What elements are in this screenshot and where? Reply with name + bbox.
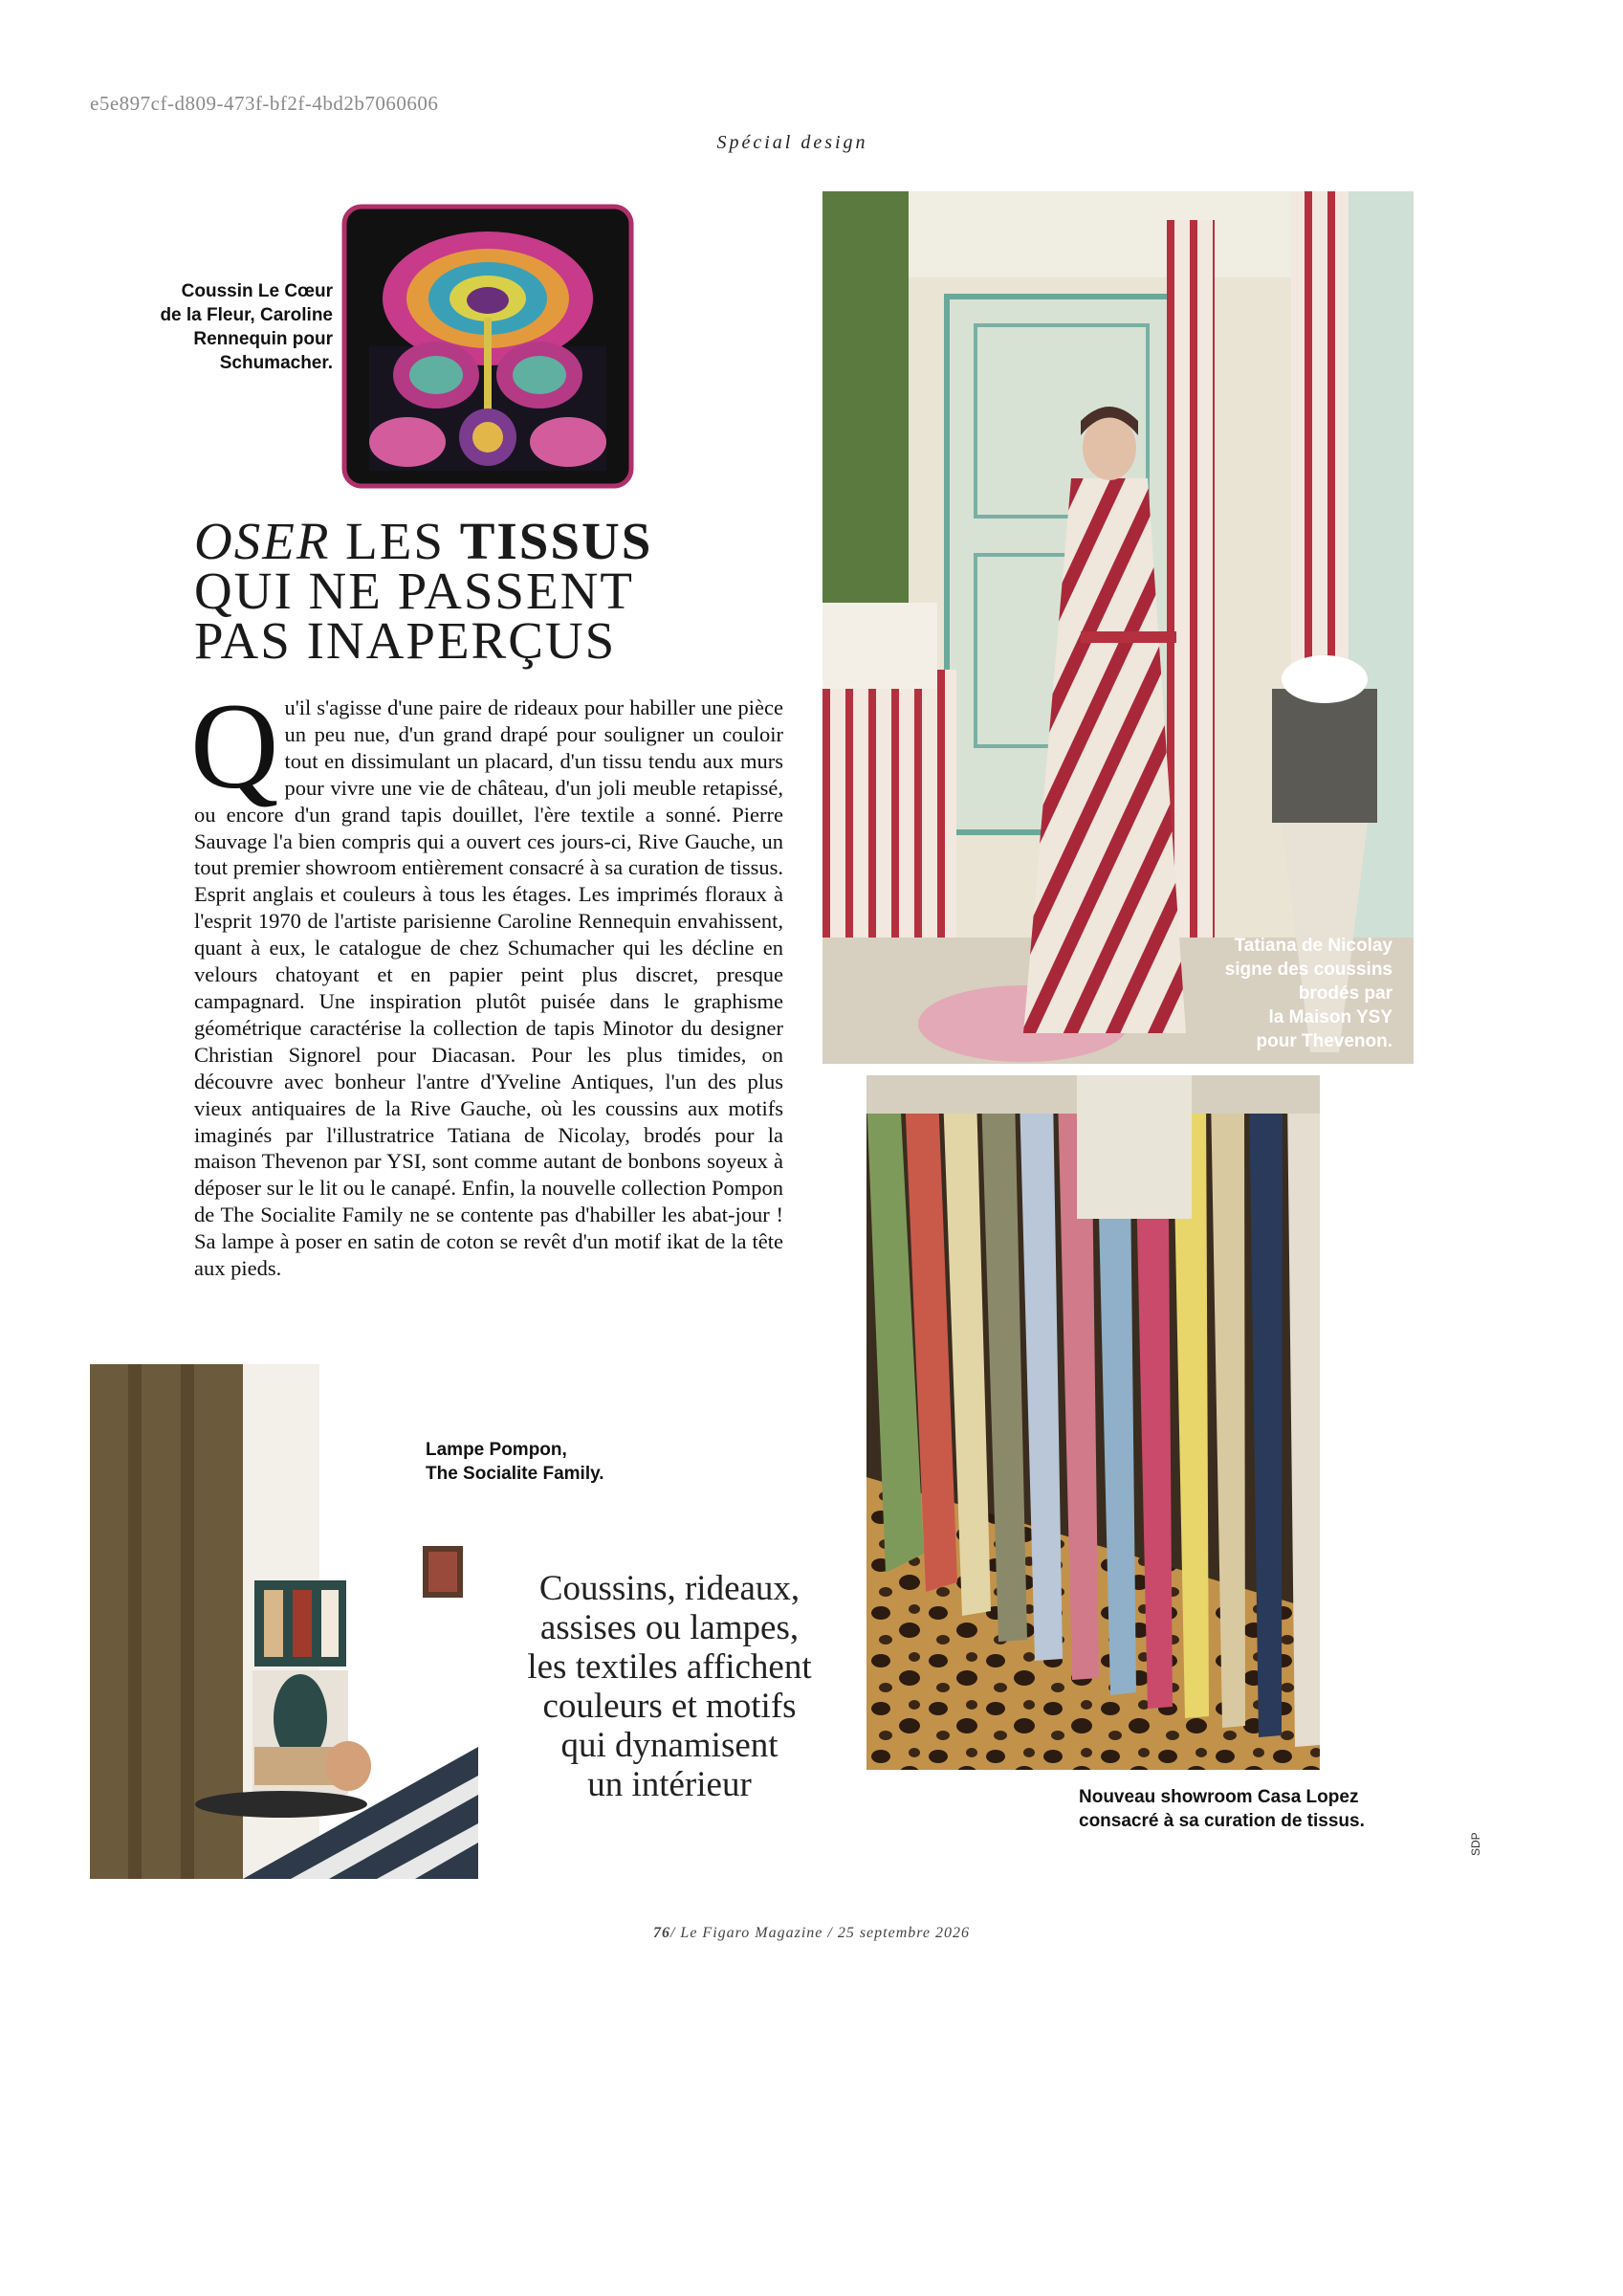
showroom-photo [866,1075,1320,1770]
caption-line: consacré à sa curation de tissus. [1079,1811,1365,1831]
drop-cap: Q [190,678,279,814]
caption-line: Rennequin pour [193,329,333,349]
portrait-caption [1109,934,1393,1053]
caption-line: Schumacher. [219,353,333,373]
title-line-3: PAS INAPERÇUS [194,611,617,670]
showroom-caption [1079,1785,1385,1833]
pull-quote [488,1569,851,1804]
caption-line: Nouveau showroom Casa Lopez [1079,1787,1359,1807]
quote-line: qui dynamisent [560,1726,779,1765]
footer-text: / Le Figaro Magazine / 25 septembre 2026 [669,1925,970,1941]
lamp-caption [426,1438,674,1486]
caption-line: la Maison YSY [1268,1007,1393,1027]
quote-line: Coussins, rideaux, [538,1569,801,1608]
quote-line: les textiles affichent [527,1647,812,1687]
title-line-1: OSER LES TISSUS [194,512,653,570]
section-label: Spécial design [716,132,868,153]
caption-line: pour Thevenon. [1256,1031,1393,1051]
lamp-photo [90,1364,478,1879]
photo-credit: SDP [1469,1832,1482,1856]
caption-line: The Socialite Family. [426,1464,604,1484]
quote-line: un intérieur [587,1765,752,1804]
caption-line: Coussin Le Cœur [181,281,333,301]
cushion-photo [340,203,635,490]
quote-line: assises ou lampes, [539,1608,800,1647]
caption-line: signe des coussins [1224,960,1393,980]
body-text: u'il s'agisse d'une paire de rideaux pour habiller une pièce un peu nue, d'un grand drapé pour souligner un couloir tout en dissimulant un placard, d'un tissu tendu aux murs pour vivre une vie de château, d'un joli meuble retapissé, ou encore d'un grand tapis douillet, l'ère textile a sonné. Pierre Sauvage l'a bien compris qui a ouvert ces jours-ci, Rive Gauche, un tout premier showroom entièrement consacré à sa curation de tissus. Esprit anglais et couleurs à tous les étages. Les imprimés floraux à l'esprit 1970 de l'artiste parisienne Caroline Rennequin envahissent, quant à eux, le catalogue de chez Schumacher qui les décline en velours chatoyant et en papier peint plus discret, presque campagnard. Une inspiration plutôt puisée dans le graphisme géométrique caractérise la collection de tapis Minotor du designer Christian Signorel pour Diacasan. Pour les plus timides, on découvre avec bonheur l'antre d'Yveline Antiques, l'un des plus vieux antiquaires de la Rive Gauche, où les coussins aux motifs imaginés par l'illustratrice Tatiana de Nicolay, brodés pour la maison Thevenon par YSI, sont comme autant de bonbons soyeux à déposer sur le lit ou le canapé. Enfin, la nouvelle collection Pompon de The Socialite Family ne se contente pas d'habiller les abat-jour ! Sa lampe à poser en satin de coton se revêt d'un motif ikat de la tête aux pieds. [194,695,783,1281]
caption-line: brodés par [1298,983,1393,1004]
title-line-2: QUI NE PASSENT [194,562,634,620]
caption-line: de la Fleur, Caroline [160,305,333,325]
page-number: 76 [652,1925,670,1941]
quote-line: couleurs et motifs [542,1687,797,1726]
document-id: e5e897cf-d809-473f-bf2f-4bd2b7060606 [90,92,439,115]
caption-line: Lampe Pompon, [426,1440,567,1460]
page-footer [0,1925,1623,1942]
caption-line: Tatiana de Nicolay [1234,936,1393,956]
article-title [194,512,730,670]
cushion-caption [96,279,333,375]
article-body [190,678,783,1282]
